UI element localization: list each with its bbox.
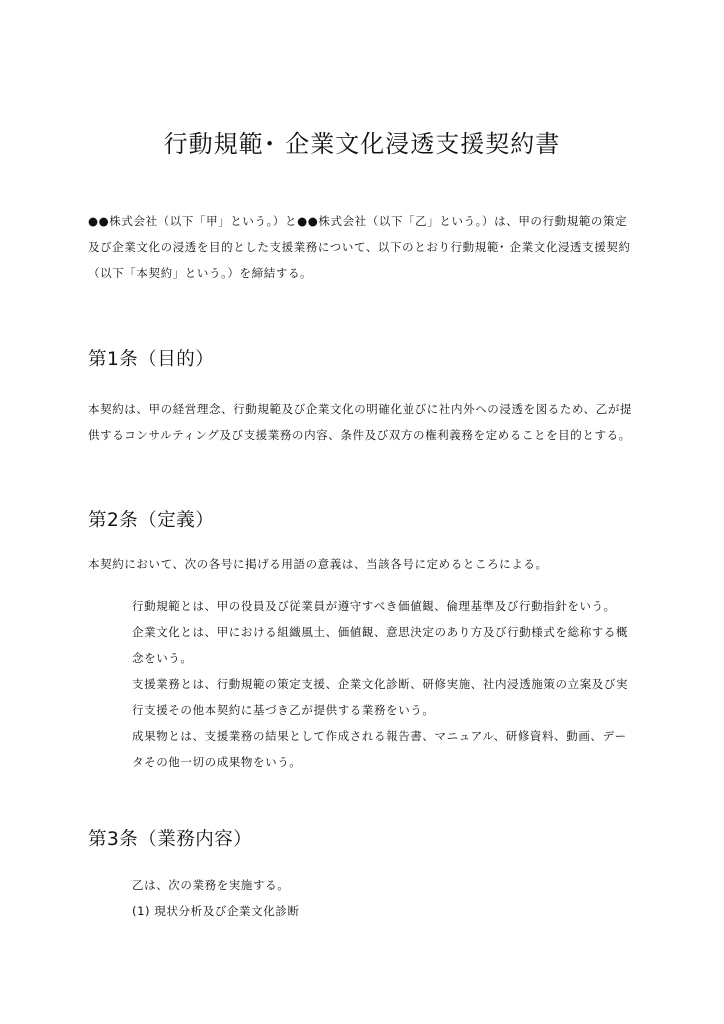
definition-line: 行支援その他本契約に基づき乙が提供する業務をいう。 [132,703,435,717]
body-line: 乙は、次の業務を実施する。 [132,878,290,892]
body-line: (1) 現状分析及び企業文化診断 [132,904,300,918]
definition-line: タその他一切の成果物をいう。 [132,755,302,769]
definition-line: 行動規範とは、甲の役員及び従業員が遵守すべき価値観、倫理基準及び行動指針をいう。 [132,599,616,613]
body-line: 供するコンサルティング及び支援業務の内容、条件及び双方の権利義務を定めることを目的とする。 [88,428,631,442]
article-2-definitions [132,593,628,775]
article-3-heading: 第3条（業務内容） [88,829,253,850]
definition-line: 企業文化とは、甲における組織風土、価値観、意思決定のあり方及び行動様式を総称する概 [132,625,629,639]
article-2-heading: 第2条（定義） [88,510,215,531]
definition-line: 念をいう。 [132,651,193,665]
preamble-line: （以下「本契約」という。）を締結する。 [88,266,313,280]
article-2-intro: 本契約において、次の各号に掲げる用語の意義は、当該各号に定めるところによる。 [88,557,548,571]
preamble-line: 及び企業文化の浸透を目的とした支援業務について、以下のとおり行動規範･ 企業文化浸透支援契約 [88,240,631,254]
definition-line: 支援業務とは、行動規範の策定支援、企業文化診断、研修実施、社内浸透施策の立案及び実 [132,677,629,691]
article-3-body [132,872,300,924]
body-line: 本契約は、甲の経営理念、行動規範及び企業文化の明確化並びに社内外への浸透を図るため、乙が提 [88,402,633,416]
article-1-body [88,396,632,448]
preamble [88,208,631,286]
article-1-heading: 第1条（目的） [88,349,215,370]
document-title: 行動規範･ 企業文化浸透支援契約書 [163,130,561,158]
preamble-line: ●●株式会社（以下「甲」という。）と●●株式会社（以下「乙」という。）は、甲の行動規範の策定 [88,214,628,228]
definition-line: 成果物とは、支援業務の結果として作成される報告書、マニュアル、研修資料、動画、デー [132,729,627,743]
